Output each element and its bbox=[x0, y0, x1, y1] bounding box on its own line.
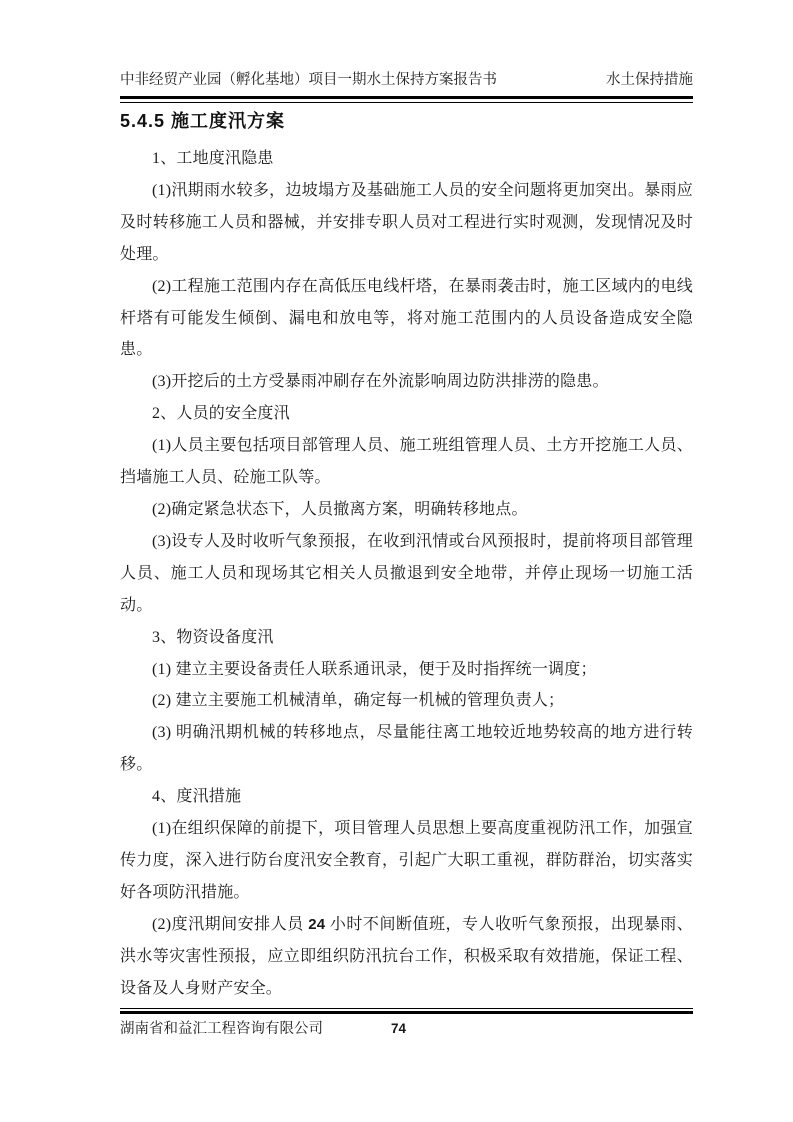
paragraph bbox=[120, 781, 693, 813]
footer-page-number: 74 bbox=[391, 1021, 407, 1036]
paragraph-text-run: (2)度汛期间安排人员 bbox=[152, 915, 309, 933]
paragraph bbox=[120, 526, 693, 622]
paragraph bbox=[120, 175, 693, 271]
paragraph-text-run: (1)汛期雨水较多，边坡塌方及基础施工人员的安全问题将更加突出。暴雨应及时转移施工人员和器械，并安排专职人员对工程进行实时观测，发现情况及时处理。 bbox=[120, 181, 693, 263]
paragraph-text-run: (1)人员主要包括项目部管理人员、施工班组管理人员、土方开挖施工人员、挡墙施工人员、砼施工队等。 bbox=[120, 437, 693, 487]
paragraph bbox=[120, 685, 693, 717]
page-header bbox=[120, 70, 693, 90]
paragraph bbox=[120, 398, 693, 430]
paragraph-text-run: 3、物资设备度汛 bbox=[152, 628, 274, 646]
header-rule bbox=[120, 96, 693, 103]
paragraph-text-run: 4、度汛措施 bbox=[152, 788, 242, 806]
paragraph-text-run: (3) 明确汛期机械的转移地点，尽量能往离工地较近地势较高的地方进行转移。 bbox=[120, 724, 693, 774]
page-footer bbox=[120, 1019, 693, 1039]
paragraph bbox=[120, 494, 693, 526]
paragraph-text-run: (2)工程施工范围内存在高低压电线杆塔，在暴雨袭击时，施工区域内的电线杆塔有可能发生倾倒、漏电和放电等，将对施工范围内的人员设备造成安全隐患。 bbox=[120, 277, 693, 359]
header-right-text: 水土保持措施 bbox=[606, 72, 693, 88]
paragraph-text-run: 1、工地度汛隐患 bbox=[152, 150, 274, 167]
paragraph bbox=[120, 366, 693, 398]
document-content bbox=[120, 108, 693, 1006]
paragraph bbox=[120, 271, 693, 367]
footer-rule bbox=[120, 1008, 693, 1014]
paragraph bbox=[120, 909, 693, 1005]
paragraph bbox=[120, 717, 693, 781]
paragraph-number-run: 24 bbox=[308, 915, 326, 933]
paragraph bbox=[120, 654, 693, 686]
paragraph bbox=[120, 622, 693, 654]
paragraph bbox=[120, 813, 693, 909]
section-heading: 5.4.5 施工度汛方案 bbox=[120, 111, 286, 131]
paragraph-text-run: (1)在组织保障的前提下，项目管理人员思想上要高度重视防汛工作，加强宣传力度，深入进行防台度汛安全教育，引起广大职工重视，群防群治，切实落实好各项防汛措施。 bbox=[120, 820, 693, 901]
paragraph-text-run: (2) 建立主要施工机械清单，确定每一机械的管理负责人； bbox=[152, 692, 565, 710]
paragraph bbox=[120, 1004, 693, 1006]
paragraph-text-run: 小时不间断值班，专人收听气象预报，出现暴雨、洪水等灾害性预报，应立即组织防汛抗台工作，积极采取有效措施，保证工程、设备及人身财产安全。 bbox=[120, 915, 693, 997]
paragraph-text-run: (2)确定紧急状态下，人员撤离方案，明确转移地点。 bbox=[152, 500, 528, 518]
paragraph-text-run: 2、人员的安全度汛 bbox=[152, 405, 290, 423]
header-left-text: 中非经贸产业园（孵化基地）项目一期水土保持方案报告书 bbox=[120, 72, 497, 88]
paragraph bbox=[120, 143, 693, 175]
paragraph-text-run: (1) 建立主要设备责任人联系通讯录，便于及时指挥统一调度； bbox=[152, 660, 597, 678]
document-body bbox=[120, 143, 693, 1006]
footer-company-text: 湖南省和益汇工程咨询有限公司 bbox=[120, 1021, 323, 1037]
paragraph bbox=[120, 430, 693, 494]
paragraph-text-run: (3)开挖后的土方受暴雨冲刷存在外流影响周边防洪排涝的隐患。 bbox=[152, 373, 609, 391]
paragraph-text-run: (3)设专人及时收听气象预报，在收到汛情或台风预报时，提前将项目部管理人员、施工人员和现场其它相关人员撤退到安全地带，并停止现场一切施工活动。 bbox=[120, 532, 693, 614]
